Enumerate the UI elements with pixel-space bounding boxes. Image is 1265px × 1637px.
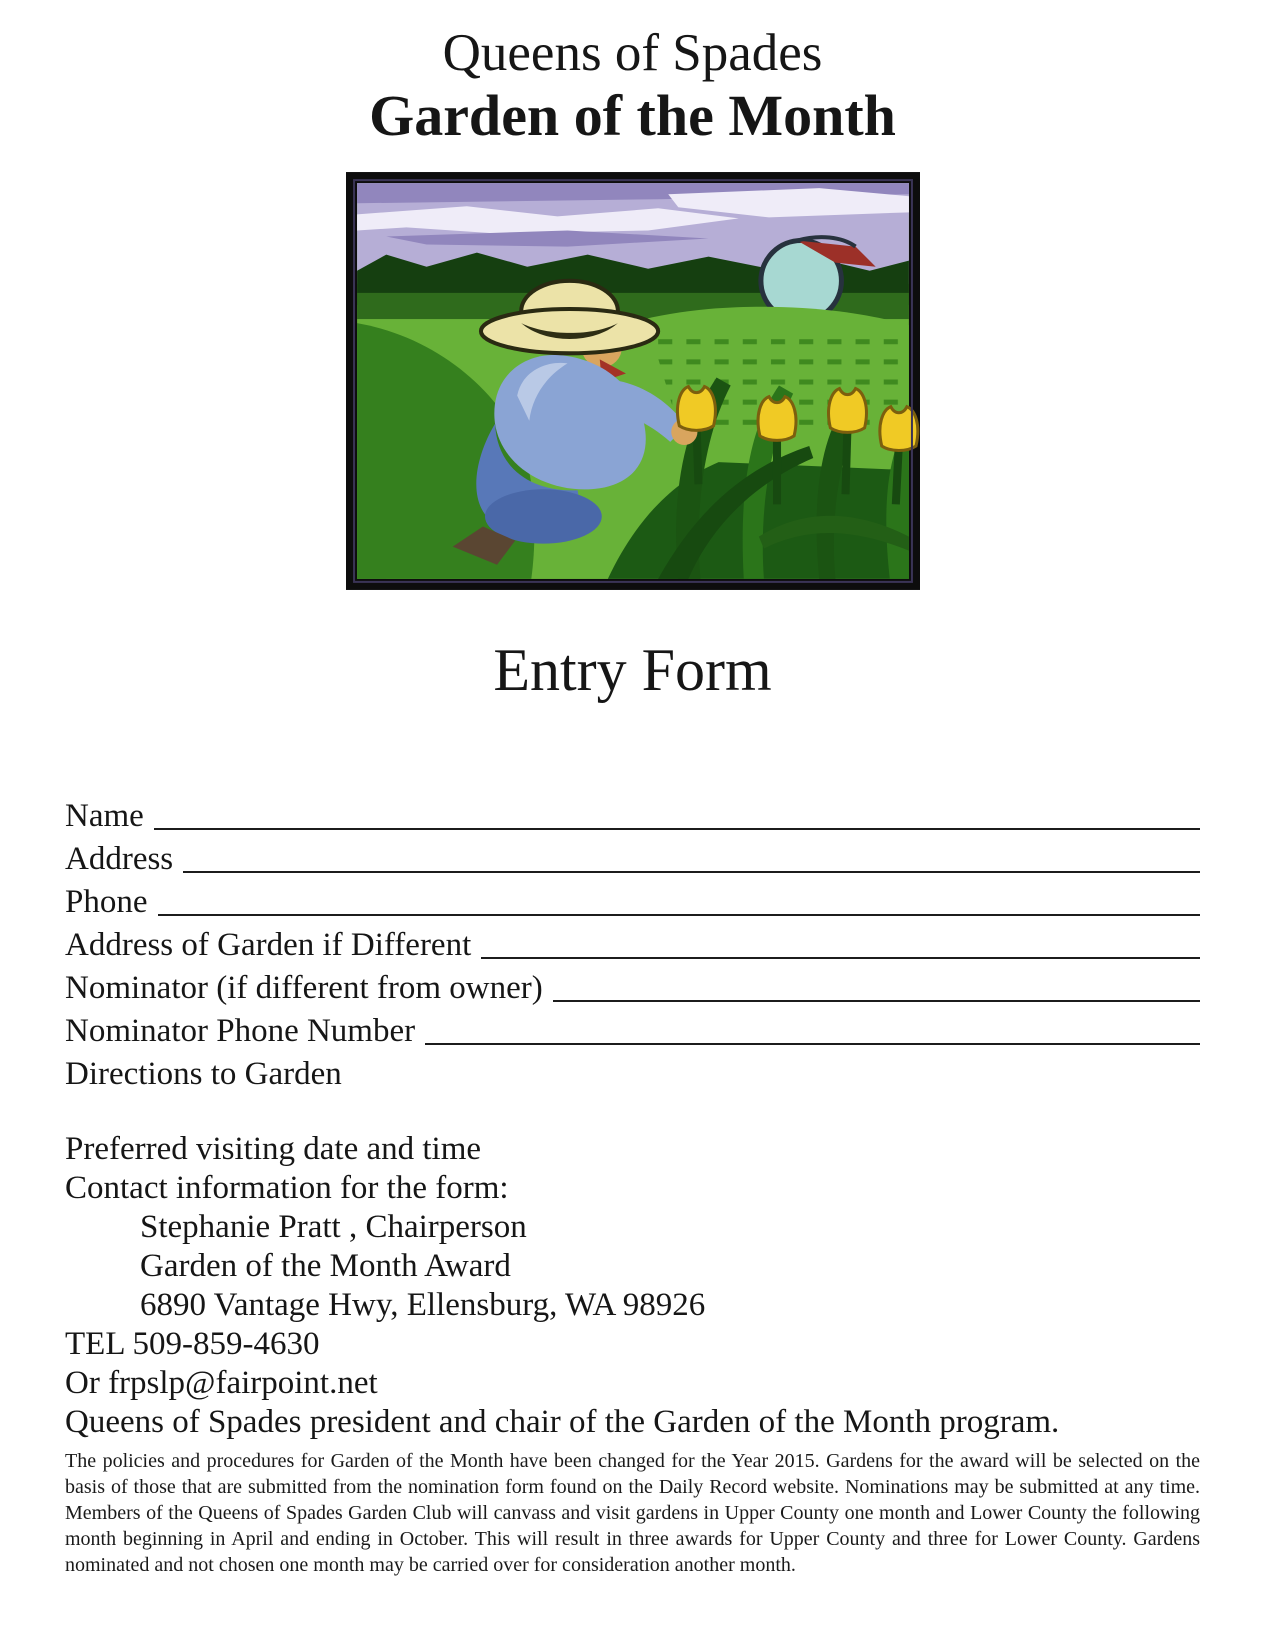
field-row-directions (65, 1053, 1200, 1096)
preferred-visiting-line: Preferred visiting date and time (65, 1130, 482, 1167)
field-label-directions: Directions to Garden (65, 1055, 342, 1092)
field-label-nominator-phone: Nominator Phone Number (65, 1012, 416, 1049)
email-line: Or frpslp@fairpoint.net (65, 1364, 378, 1401)
contact-block (65, 1130, 1200, 1442)
policy-paragraph: The policies and procedures for Garden of the Month have been changed for the Year 2015. Gardens for the award will be selected on the basis of those that are submitted from the nomination form found on the Daily Record website. Nominations may be submitted at any time. Members of the Queens of Spades Garden Club will canvass and visit gardens in Upper County one month and Lower County the following month beginning in April and ending in October. This will result in three awards for Upper County and three for Lower County. Gardens nominated and not chosen one month may be carried over for consideration another month. (65, 1449, 1200, 1576)
field-label-nominator: Nominator (if different from owner) (65, 969, 543, 1006)
entry-form-heading: Entry Form (493, 636, 772, 703)
field-row-nominator (65, 967, 1200, 1010)
contact-address-line: 6890 Vantage Hwy, Ellensburg, WA 98926 (140, 1286, 706, 1323)
field-row-nominator-phone (65, 1010, 1200, 1053)
field-row-garden-address (65, 924, 1200, 967)
field-label-name: Name (65, 797, 144, 834)
garden-clipart-wrapper (65, 171, 1200, 596)
entry-form-fields (65, 795, 1200, 1096)
field-line-nominator-phone (425, 1043, 1200, 1045)
field-line-address (183, 871, 1200, 873)
field-line-garden-address (481, 957, 1200, 959)
contact-heading: Contact information for the form: (65, 1169, 509, 1206)
field-label-phone: Phone (65, 883, 148, 920)
field-row-phone (65, 881, 1200, 924)
page-title: Queens of Spades (442, 24, 823, 82)
field-row-address (65, 838, 1200, 881)
field-label-address: Address (65, 840, 174, 877)
telephone-line: TEL 509-859-4630 (65, 1325, 320, 1362)
president-line: Queens of Spades president and chair of the Garden of the Month program. (65, 1403, 1060, 1440)
field-line-nominator (553, 1000, 1200, 1002)
garden-clipart (346, 171, 920, 591)
page-subtitle: Garden of the Month (369, 82, 896, 148)
chairperson-line: Stephanie Pratt , Chairperson (140, 1208, 527, 1245)
field-row-name (65, 795, 1200, 838)
field-line-phone (158, 914, 1201, 916)
field-line-name (154, 828, 1200, 830)
award-name-line: Garden of the Month Award (140, 1247, 511, 1284)
field-label-garden-address: Address of Garden if Different (65, 926, 472, 963)
